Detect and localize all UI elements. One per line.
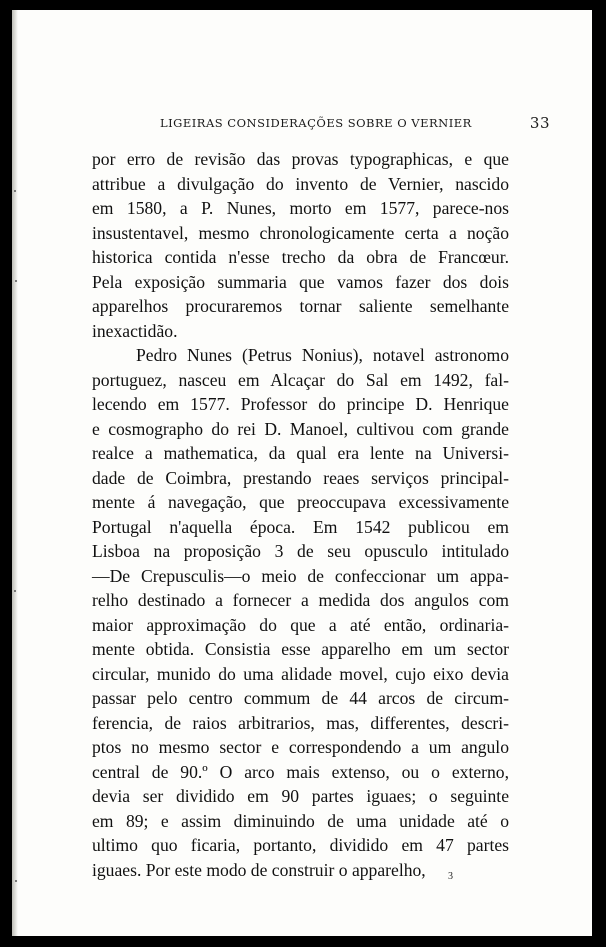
signature-mark: 3 <box>448 871 453 882</box>
paragraph <box>92 343 509 882</box>
text-line: circular, munido do uma alidade movel, cujo eixo devia <box>92 663 509 684</box>
text-line: devia ser dividido em 90 partes iguaes; o seguinte <box>92 786 509 806</box>
text-line: mente obtida. Consistia esse apparelho em um sector <box>92 639 509 659</box>
paragraph <box>92 147 509 343</box>
text-line: ptos no mesmo sector e correspondendo a um angulo <box>92 737 509 757</box>
speck <box>15 880 17 882</box>
text-line: lecendo em 1577. Professor do principe D. Henrique <box>92 394 509 414</box>
text-line: —De Crepusculis—o meio de confeccionar um appa- <box>92 565 509 586</box>
scanned-page <box>12 10 592 936</box>
text-line: ferencia, de raios arbitrarios, mas, differentes, descri- <box>92 712 509 733</box>
scan-edge-shadow <box>12 10 18 936</box>
text-line: mente á navegação, que preoccupava excessivamente <box>92 492 509 512</box>
text-line: por erro de revisão das provas typographicas, e que <box>92 149 509 169</box>
text-line: e cosmographo do rei D. Manoel, cultivou com grande <box>92 418 509 439</box>
text-line: passar pelo centro commum de 44 arcos de circum- <box>92 688 509 708</box>
text-line: portuguez, nasceu em Alcaçar do Sal em 1492, fal- <box>92 369 509 390</box>
running-title: LIGEIRAS CONSIDERAÇÕES SOBRE O VERNIER <box>160 116 472 130</box>
text-line: insustentavel, mesmo chronologicamente certa a noção <box>92 222 509 243</box>
text-line: em 1580, a P. Nunes, morto em 1577, parece-nos <box>92 198 509 218</box>
text-line: central de 90.º O arco mais extenso, ou o externo, <box>92 761 509 782</box>
text-line: em 89; e assim diminuindo de uma unidade até o <box>92 810 509 831</box>
text-line: dade de Coimbra, prestando reaes serviços principal- <box>92 467 509 488</box>
text-line: inexactidão. <box>92 320 178 341</box>
text-line: ultimo quo ficaria, portanto, dividido em 47 partes <box>92 835 509 855</box>
text-line: Pela exposição summaria que vamos fazer dos dois <box>92 271 509 292</box>
text-line: iguaes. Por este modo de construir o apparelho, <box>92 859 426 880</box>
text-line: Portugal n'aquella época. Em 1542 publicou em <box>92 516 509 537</box>
speck <box>14 190 16 192</box>
text-line: realce a mathematica, da qual era lente na Universi- <box>92 443 509 463</box>
speck <box>15 280 17 282</box>
text-line: Pedro Nunes (Petrus Nonius), notavel astronomo <box>136 345 509 365</box>
text-line: Lisboa na proposição 3 de seu opusculo intitulado <box>92 541 509 561</box>
text-line: relho destinado a fornecer a medida dos angulos com <box>92 590 509 610</box>
body-text <box>92 147 509 882</box>
text-line: apparelhos procuraremos tornar saliente semelhante <box>92 296 509 316</box>
page-number: 33 <box>529 114 550 132</box>
speck <box>14 590 16 592</box>
text-line: maior approximação do que a até então, ordinaria- <box>92 614 509 635</box>
text-line: attribue a divulgação do invento de Vernier, nascido <box>92 173 509 194</box>
text-line: historica contida n'esse trecho da obra de Francœur. <box>92 247 509 267</box>
